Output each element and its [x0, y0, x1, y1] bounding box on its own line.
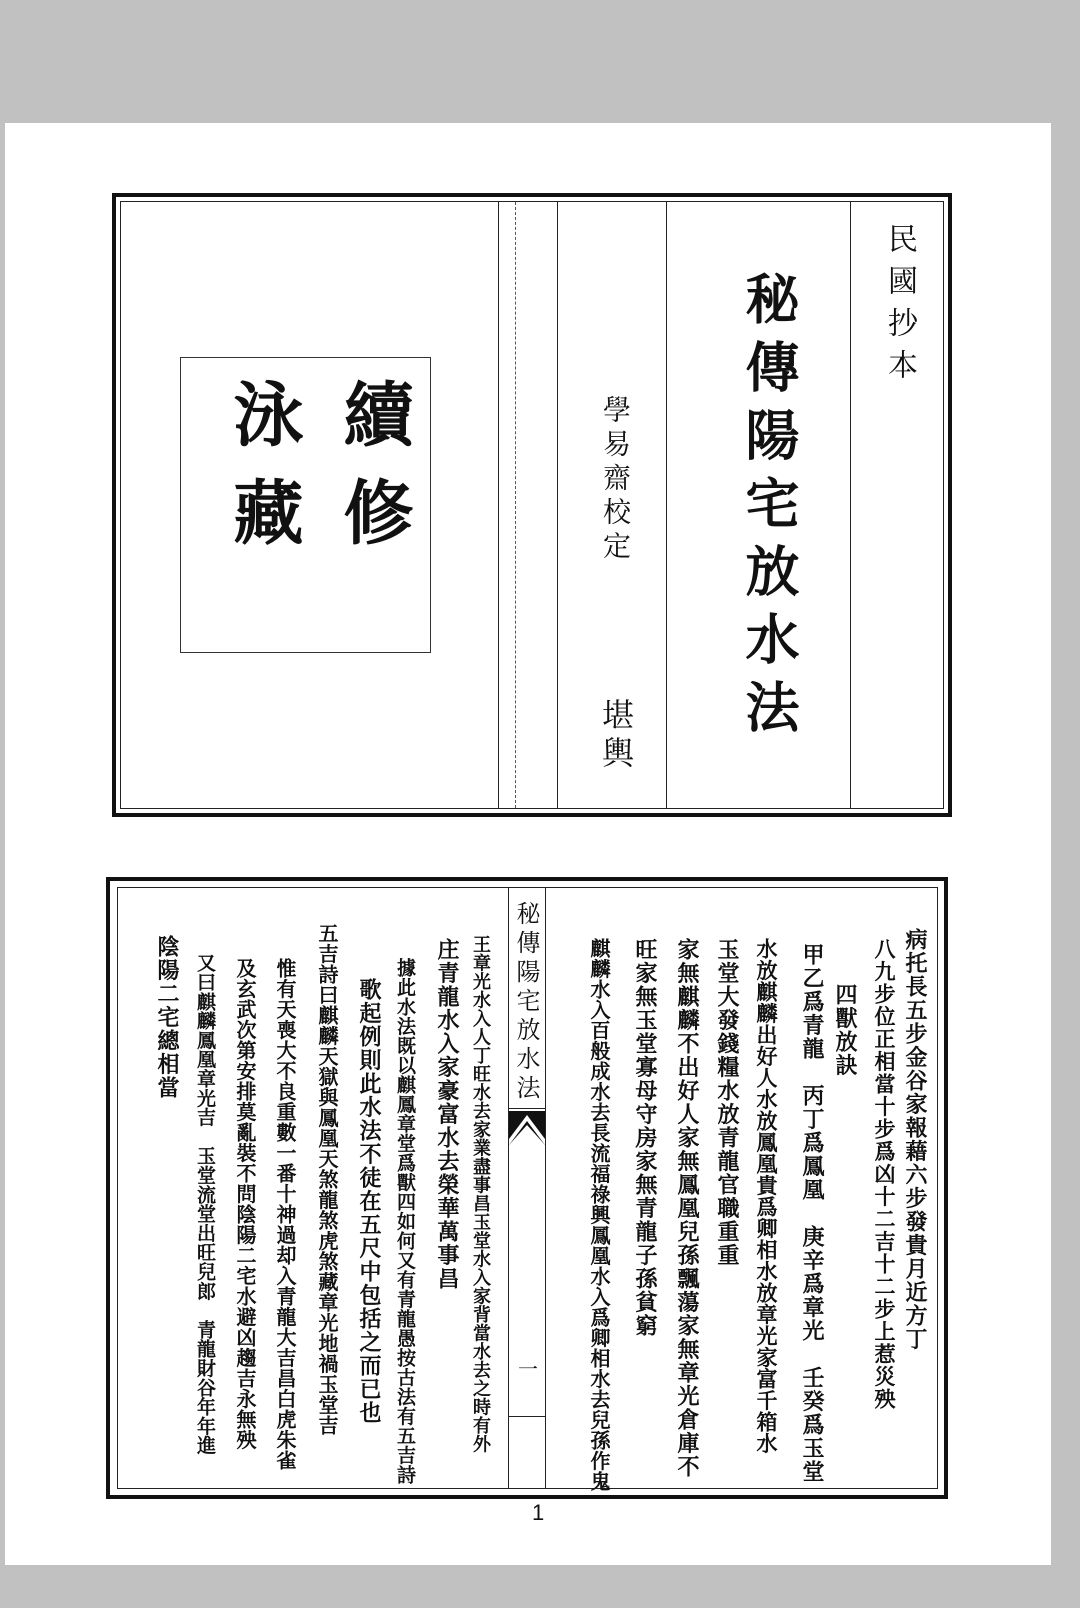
- text-column: 病托長五步金谷家報藉六步發貴月近方丁: [902, 928, 927, 1351]
- text-column: 惟有天喪大不良重數一番十神過却入青龍大吉昌白虎朱雀: [273, 958, 297, 1471]
- editor-credit: 學易齋校定: [599, 395, 632, 565]
- text-column: 又曰麒麟鳳凰章光吉 玉堂流堂出旺兒郎 青龍財谷年年進: [194, 953, 216, 1455]
- text-column: 據此水法既以麒鳳章堂爲獸四如何又有青龍愚按古法有五吉詩: [394, 958, 416, 1485]
- text-column: 王章光水入人丁旺水去家業盡事昌玉堂水入家背當水去之時有外: [470, 935, 491, 1453]
- cover-divider: [515, 202, 516, 808]
- seal-column-left: 泳藏: [222, 378, 305, 574]
- text-column: 五吉詩曰麒麟天獄與鳳凰天煞龍煞虎煞藏章光地禍玉堂吉: [315, 923, 339, 1436]
- text-column: 四獸放訣: [832, 983, 857, 1077]
- scanned-page: [5, 123, 1051, 1565]
- page-number: 1: [532, 1500, 545, 1525]
- edition-label: 民國抄本: [882, 223, 917, 391]
- cover-divider: [498, 202, 499, 808]
- text-column: 八九步位正相當十步爲凶十二吉十二步上惹災殃: [872, 938, 896, 1411]
- book-title: 秘傳陽宅放水法: [737, 271, 801, 747]
- text-column: 旺家無玉堂寡母守房家無青龍子孫貧窮: [632, 938, 657, 1338]
- text-column: 水放麒麟出好人水放鳳凰貴爲卿相水放章光家富千箱水: [754, 938, 778, 1454]
- text-column: 及玄武次第安排莫亂裝不問陰陽二宅水避凶趨吉永無殃: [233, 958, 257, 1450]
- center-divider: [509, 1108, 545, 1109]
- leaf-number: 一: [518, 1357, 538, 1381]
- center-column-right-border: [545, 888, 546, 1488]
- text-column: 歌起例則此水法不徒在五尺中包括之而已也: [356, 978, 381, 1425]
- text-column: 庄青龍水入家豪富水去榮華萬事昌: [434, 938, 459, 1291]
- category-label: 堪輿: [597, 698, 635, 774]
- cover-divider: [850, 202, 851, 808]
- center-column-title: 秘傳陽宅放水法: [512, 901, 540, 1104]
- text-column: 家無麒麟不出好人家無鳳凰兒孫飄蕩家無章光倉庫不: [674, 938, 699, 1479]
- text-column: 陰陽二宅總相當: [154, 935, 179, 1100]
- text-column: 玉堂大發錢糧水放青龍官職重重: [714, 938, 739, 1267]
- text-column: 甲乙爲青龍 丙丁爲鳳凰 庚辛爲章光 壬癸爲玉堂: [799, 943, 824, 1484]
- center-column-left-border: [508, 888, 509, 1488]
- text-column: 麒麟水入百般成水去長流福祿興鳳凰水入爲卿相水去兒孫作鬼: [587, 938, 611, 1492]
- cover-divider: [666, 202, 667, 808]
- seal-column-right: 續修: [332, 378, 415, 574]
- fishtail-ornament-icon: [509, 1111, 545, 1145]
- center-divider-lower: [509, 1416, 545, 1417]
- cover-divider: [557, 202, 558, 808]
